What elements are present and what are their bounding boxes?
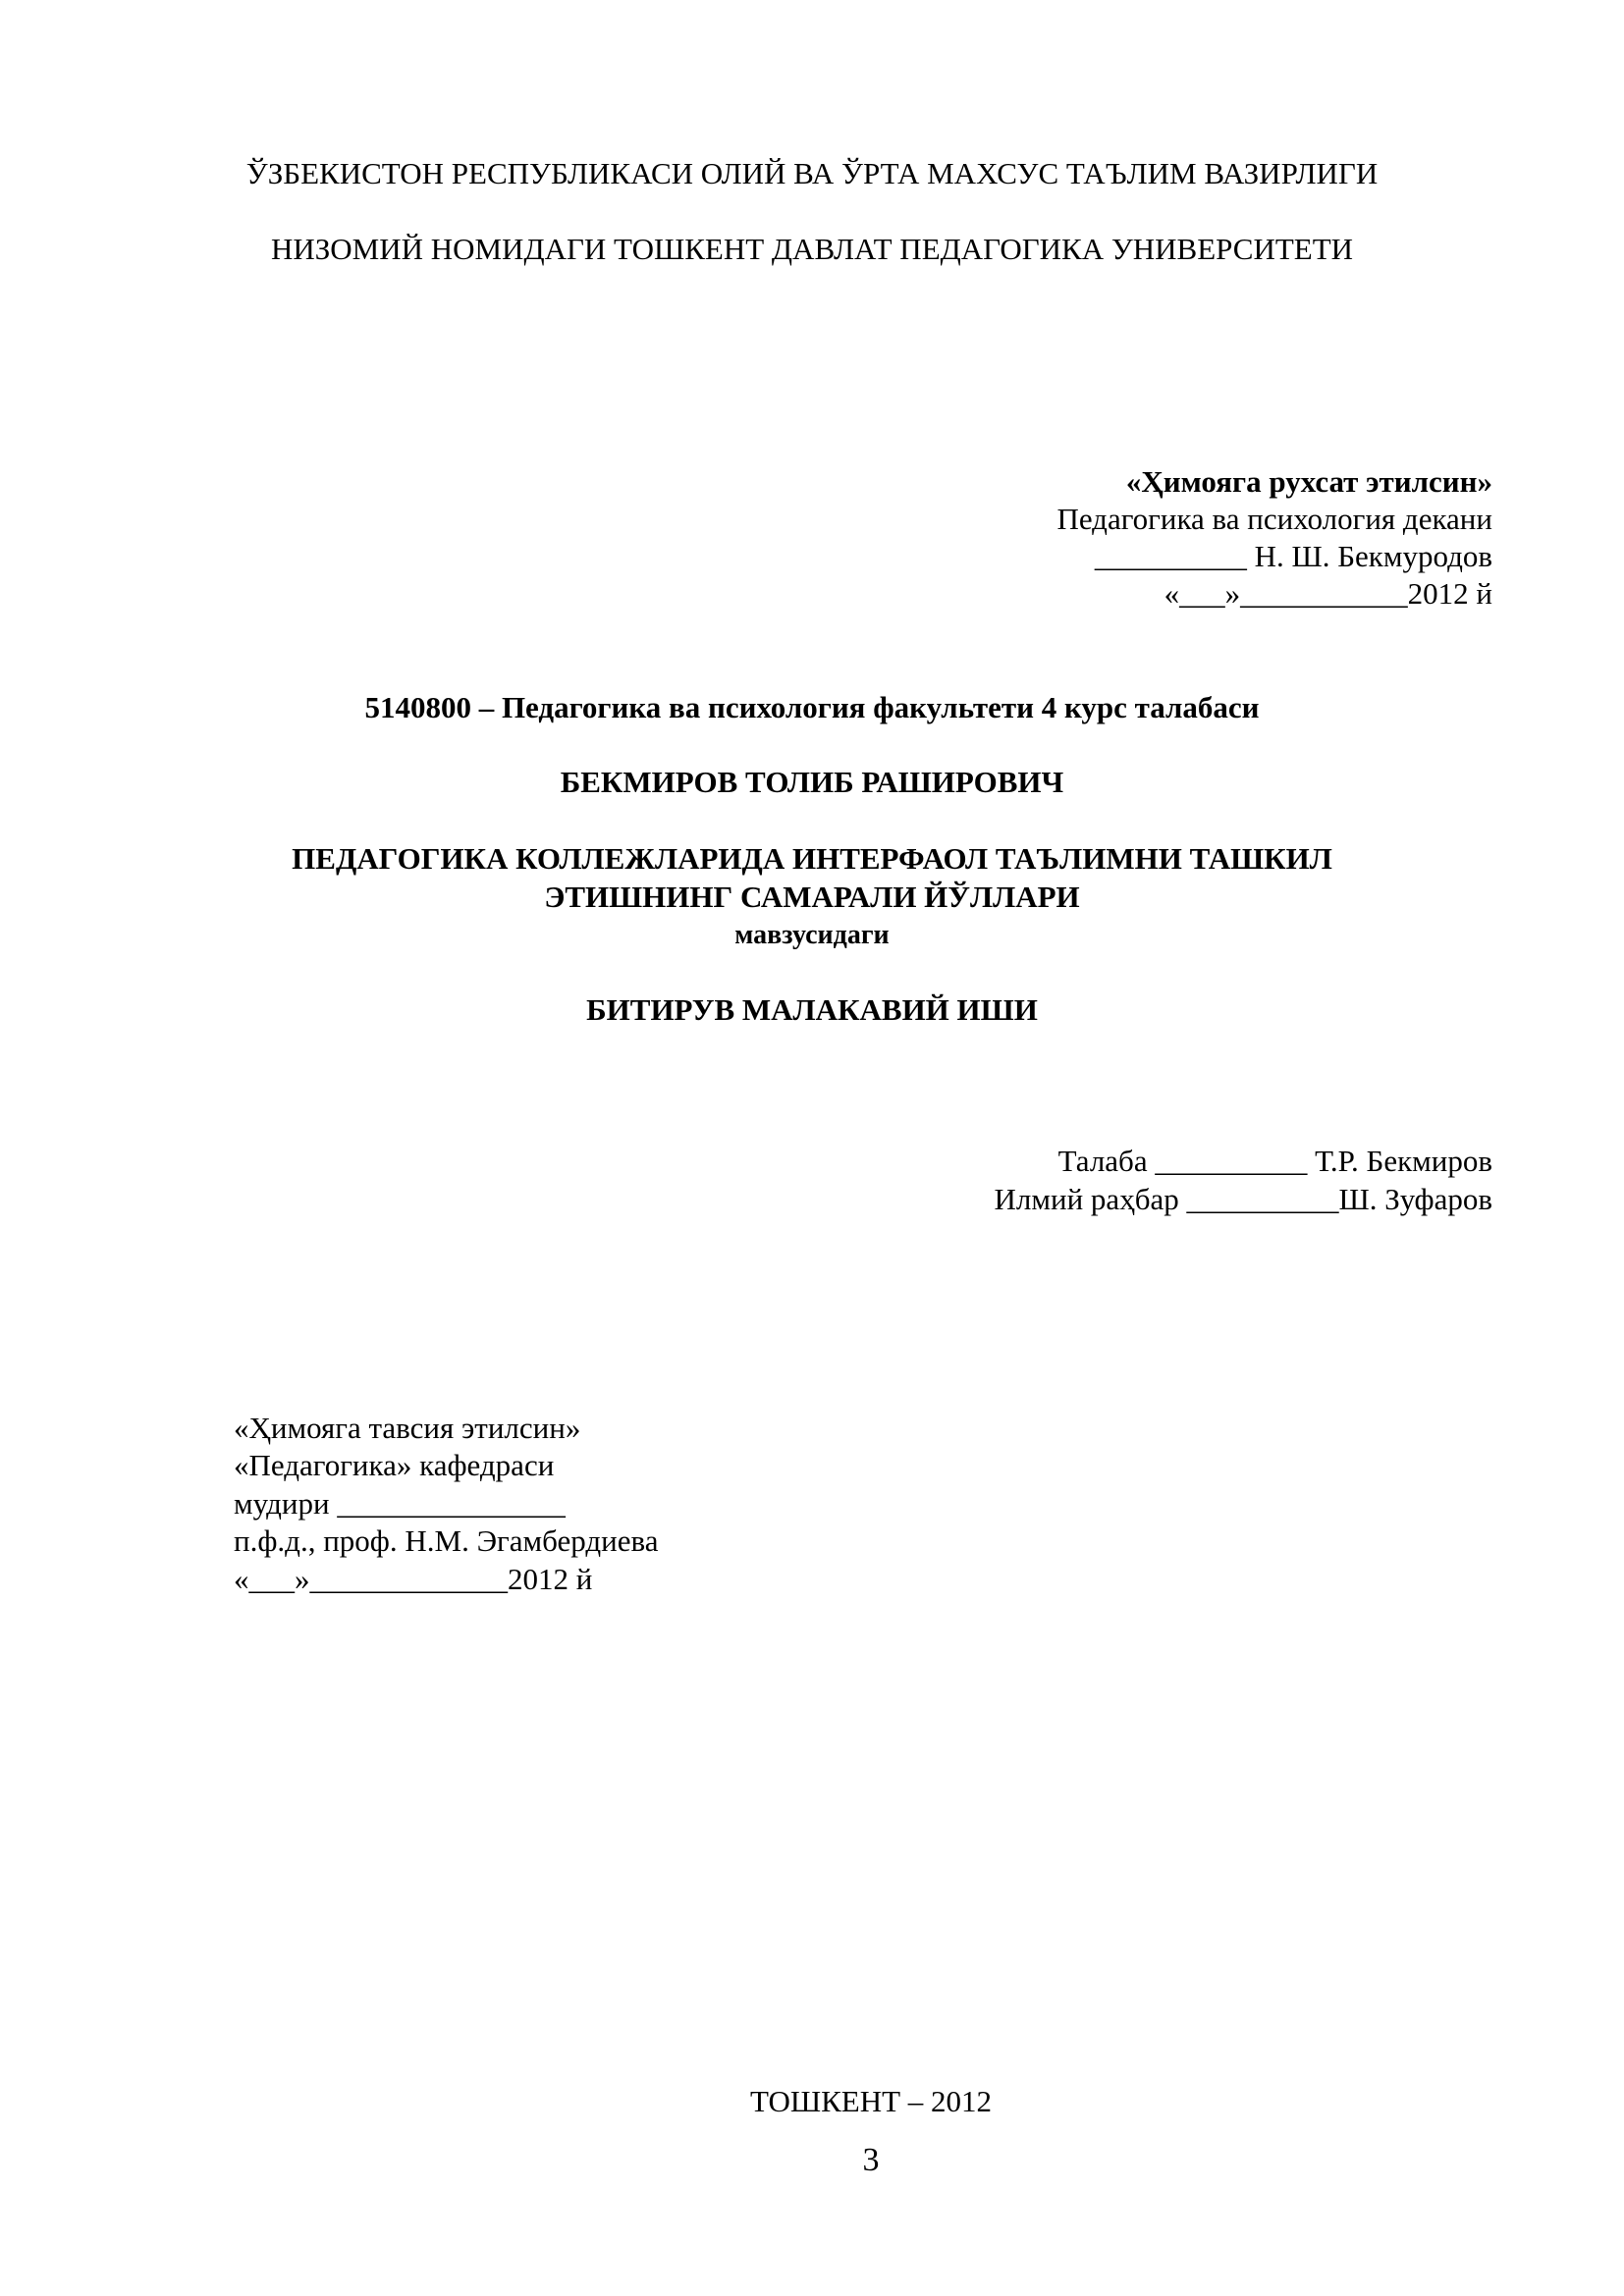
city-year: ТОШКЕНТ – 2012: [749, 2084, 993, 2118]
university-title: НИЗОМИЙ НОМИДАГИ ТОШКЕНТ ДАВЛАТ ПЕДАГОГИКА УНИВЕРСИТЕТИ: [270, 232, 1354, 266]
topic-line-2: ЭТИШНИНГ САМАРАЛИ ЙЎЛЛАРИ: [544, 880, 1080, 914]
recommendation-head-name: п.ф.д., проф. Н.М. Эгамбердиева: [234, 1523, 659, 1558]
recommendation-head-signature: мудири _______________: [234, 1486, 566, 1521]
approval-signature: __________ Н. Ш. Бекмуродов: [1094, 539, 1492, 573]
recommendation-title: «Ҳимояга тавсия этилсин»: [234, 1411, 581, 1445]
supervisor-signature: Илмий раҳбар __________Ш. Зуфаров: [994, 1182, 1492, 1216]
topic-suffix: мавзусидаги: [734, 920, 890, 950]
approval-date: «___»___________2012 й: [1164, 576, 1492, 611]
work-type: БИТИРУВ МАЛАКАВИЙ ИШИ: [586, 992, 1038, 1027]
approval-title: «Ҳимояга рухсат этилсин»: [1125, 464, 1492, 499]
student-signature: Талаба __________ Т.Р. Бекмиров: [1057, 1144, 1492, 1178]
student-name: БЕКМИРОВ ТОЛИБ РАШИРОВИЧ: [560, 765, 1064, 799]
ministry-title: ЎЗБЕКИСТОН РЕСПУБЛИКАСИ ОЛИЙ ВА ЎРТА МАХСУС ТАЪЛИМ ВАЗИРЛИГИ: [245, 156, 1379, 190]
faculty-line: 5140800 – Педагогика ва психология факультети 4 курс талабаси: [364, 690, 1260, 724]
page-number: 3: [862, 2142, 880, 2178]
recommendation-department: «Педагогика» кафедраси: [234, 1448, 555, 1482]
topic-line-1: ПЕДАГОГИКА КОЛЛЕЖЛАРИДА ИНТЕРФАОЛ ТАЪЛИМНИ ТАШКИЛ: [292, 841, 1332, 876]
approval-position: Педагогика ва психология декани: [1056, 502, 1492, 536]
recommendation-date: «___»_____________2012 й: [234, 1562, 593, 1596]
